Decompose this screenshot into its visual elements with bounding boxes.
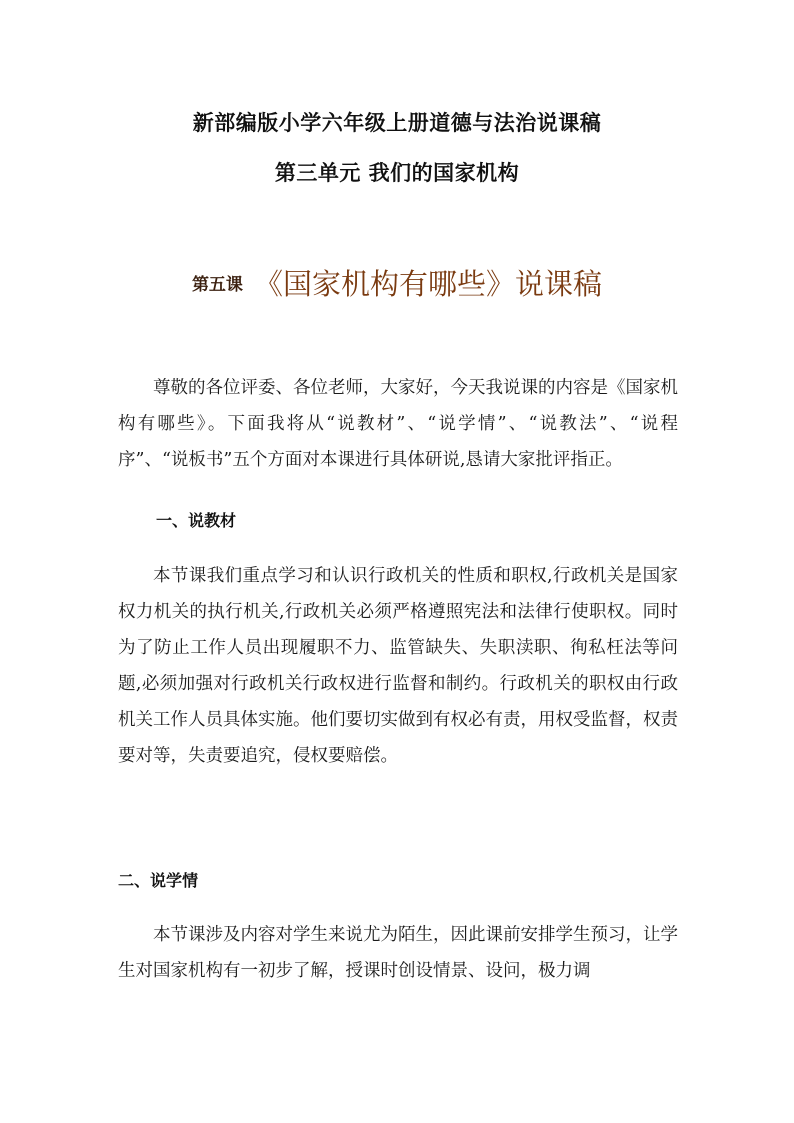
document-title: 新部编版小学六年级上册道德与法治说课稿 bbox=[192, 111, 602, 135]
section-body-textbook: 本节课我们重点学习和认识行政机关的性质和职权,行政机关是国家权力机关的执行机关,行政机关必须严格遵照宪法和法律行使职权。同时为了防止工作人员出现履职不力、监管缺失、失职渎职、徇私枉法等问题,必须加强对行政机关行政权进行监督和制约。行政机关的职权由行政机关工作人员具体实施。他们要切实做到有权必有责，用权受监督，权责要对等，失责要追究，侵权要赔偿。 bbox=[118, 566, 678, 766]
section-body-students: 本节课涉及内容对学生来说尤为陌生，因此课前安排学生预习，让学生对国家机构有一初步了解，授课时创设情景、设问，极力调 bbox=[118, 925, 678, 981]
lesson-number: 第五课 bbox=[191, 275, 243, 295]
lesson-title: 《国家机构有哪些》说课稿 bbox=[254, 267, 603, 301]
section-heading-textbook: 一、说教材 bbox=[156, 511, 237, 530]
lesson-heading bbox=[0, 262, 794, 303]
unit-title: 第三单元 我们的国家机构 bbox=[274, 161, 520, 185]
intro-paragraph: 尊敬的各位评委、各位老师，大家好，今天我说课的内容是《国家机构有哪些》。下面我将从“说教材”、“说学情”、“说教法”、“说程序”、“说板书”五个方面对本课进行具体研说,恳请大家批评指正。 bbox=[118, 378, 678, 470]
section-heading-students: 二、说学情 bbox=[118, 871, 199, 890]
